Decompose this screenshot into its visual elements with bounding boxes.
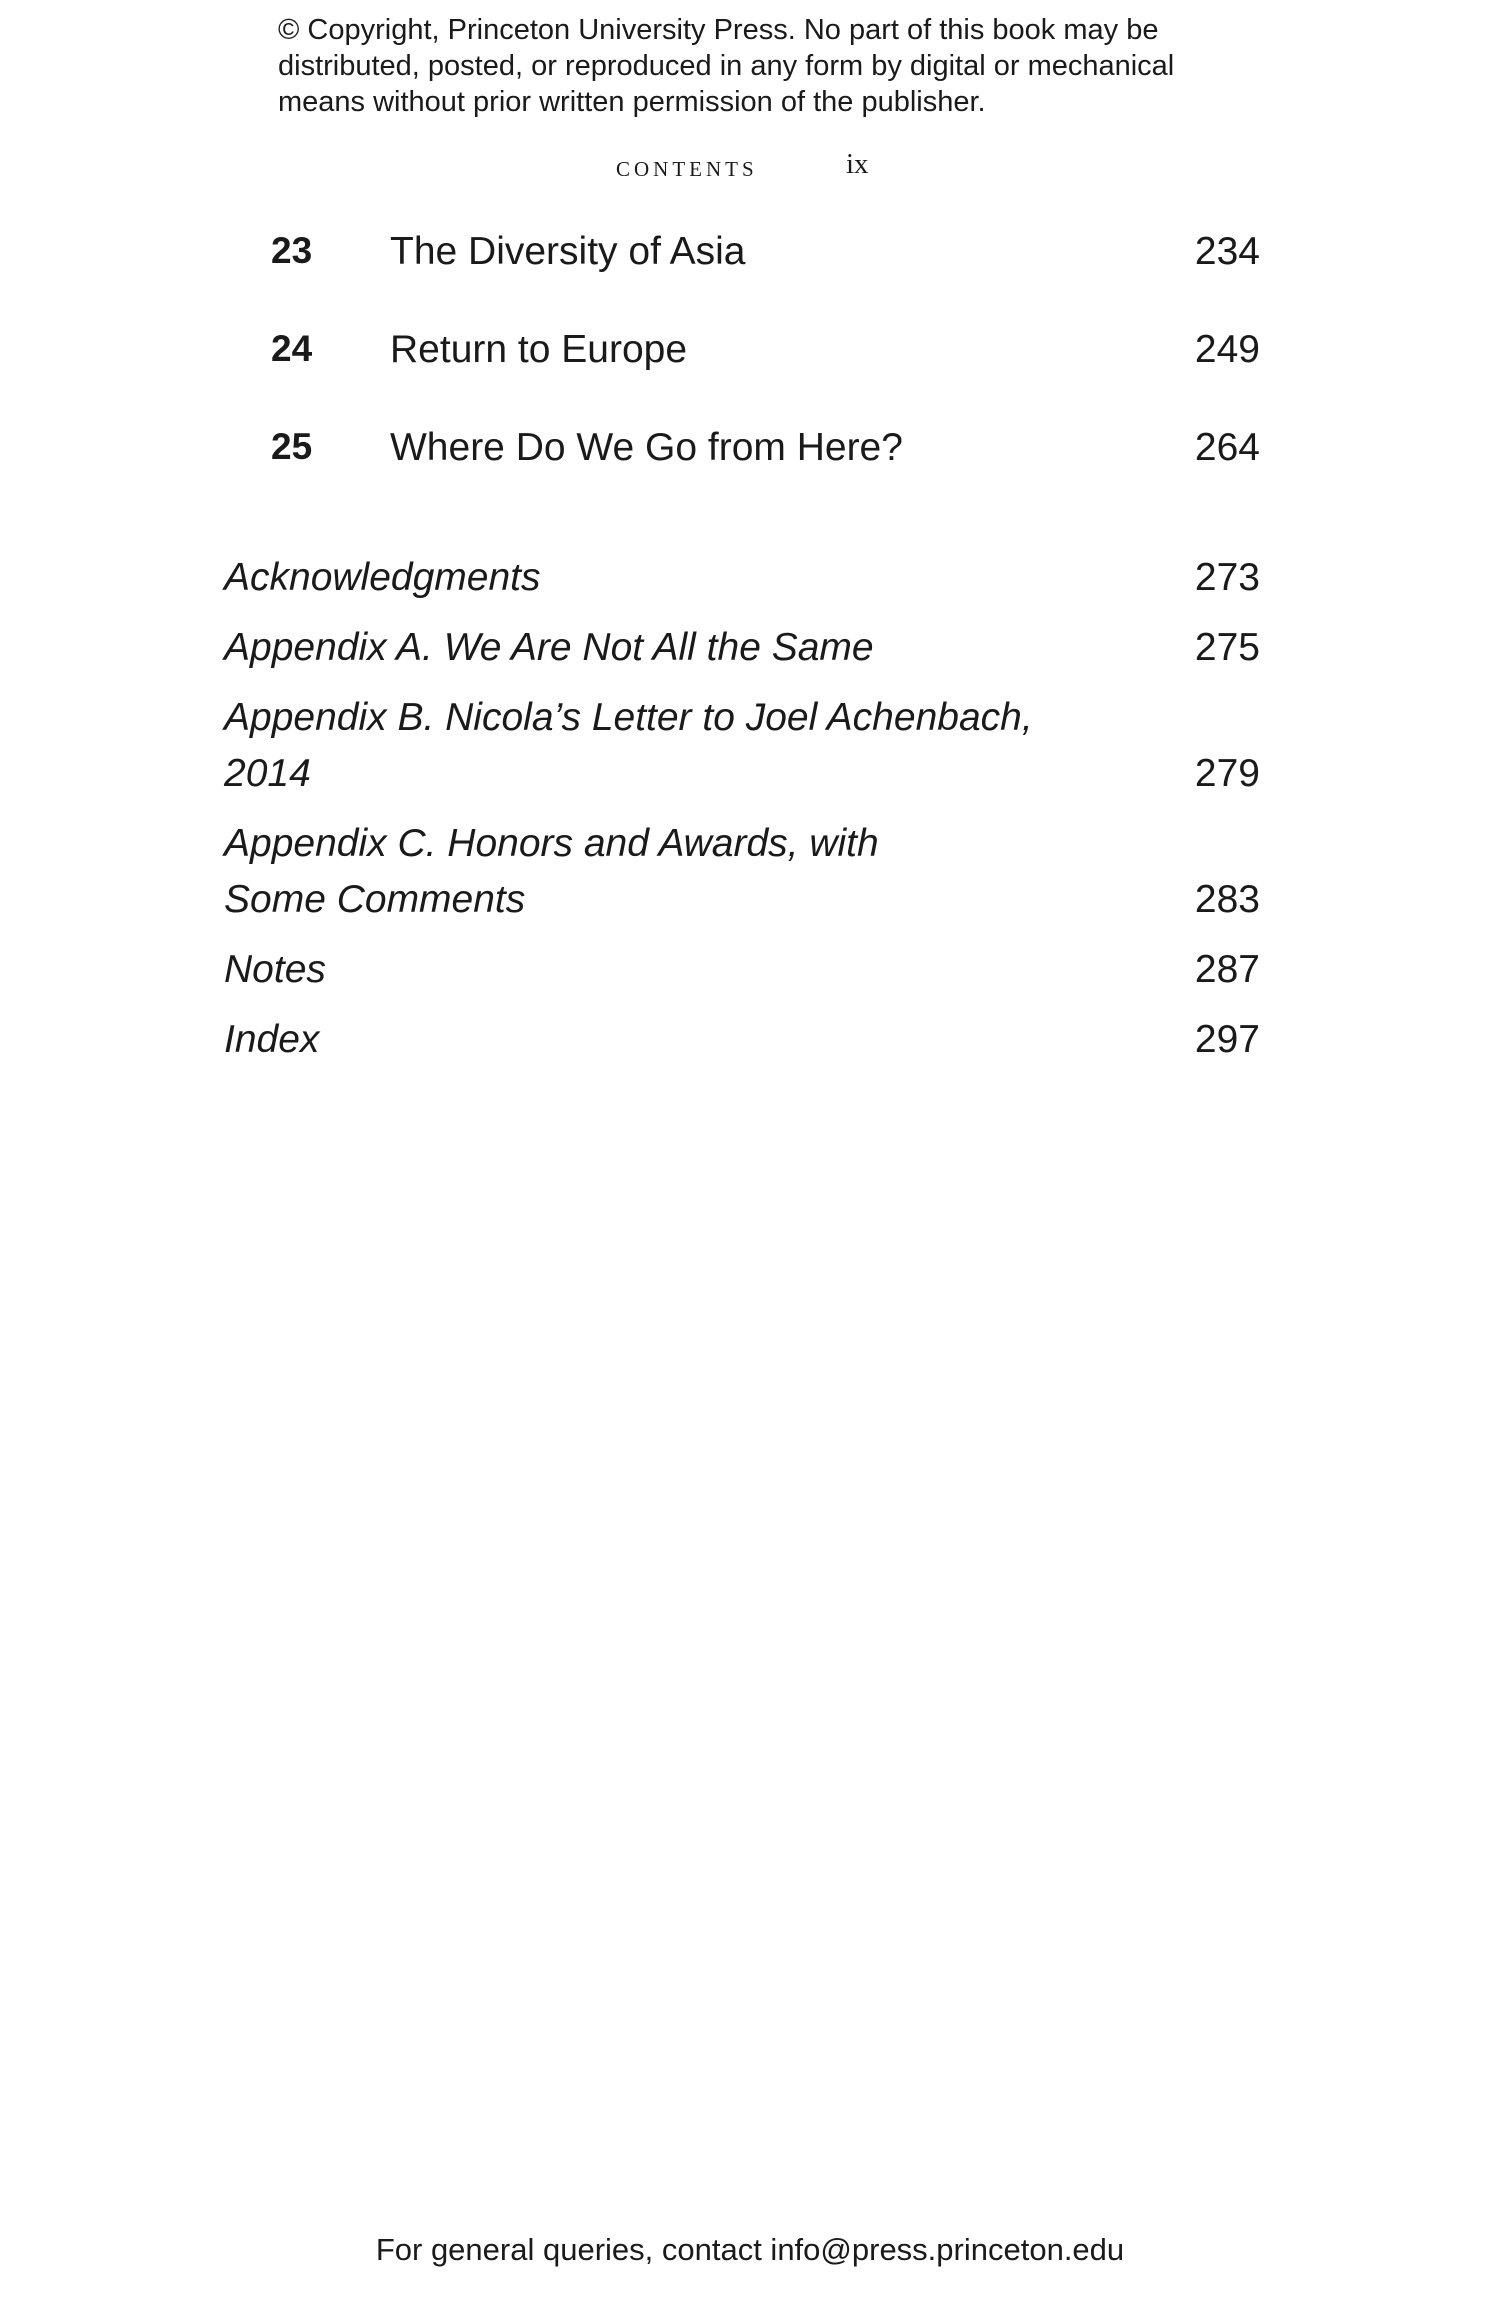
entry-title: Appendix B. Nicola’s Letter to Joel Achenbach, <box>224 696 1033 739</box>
entry-page: 275 <box>1194 626 1260 669</box>
entry-title: Notes <box>224 948 326 991</box>
toc-back-matter-entry[interactable] <box>224 816 1260 928</box>
entry-page: 273 <box>1194 556 1260 599</box>
footer-contact: For general queries, contact info@press.princeton.edu <box>375 2232 1125 2267</box>
chapter-page: 264 <box>1194 426 1260 469</box>
running-head <box>0 148 1500 192</box>
chapter-title: Where Do We Go from Here? <box>390 426 903 469</box>
toc-back-matter-entry[interactable] <box>224 1012 1260 1068</box>
running-head-page-number: ix <box>846 148 869 180</box>
entry-title-continued: Some Comments <box>224 878 526 921</box>
toc-chapter-entry[interactable] <box>0 328 1500 388</box>
entry-title: Index <box>224 1018 320 1061</box>
running-head-label: contents <box>616 150 758 183</box>
entry-title: Acknowledgments <box>224 556 541 599</box>
entry-title-continued: 2014 <box>224 752 311 795</box>
chapter-page: 249 <box>1194 328 1260 371</box>
toc-back-matter-entry[interactable] <box>224 550 1260 606</box>
entry-title: Appendix A. We Are Not All the Same <box>224 626 874 669</box>
entry-page: 287 <box>1194 948 1260 991</box>
entry-page: 279 <box>1194 752 1260 795</box>
toc-chapter-entry[interactable] <box>0 426 1500 486</box>
copyright-line: © Copyright, Princeton University Press. No part of this book may be <box>278 14 1159 46</box>
chapter-number: 24 <box>271 328 313 369</box>
chapter-number: 23 <box>271 230 313 271</box>
toc-back-matter-entry[interactable] <box>224 620 1260 676</box>
chapter-title: Return to Europe <box>390 328 688 371</box>
entry-page: 297 <box>1194 1018 1260 1061</box>
copyright-line: means without prior written permission of the publisher. <box>278 86 986 118</box>
copyright-line: distributed, posted, or reproduced in any form by digital or mechanical <box>278 50 1175 82</box>
chapter-number: 25 <box>271 426 313 467</box>
toc-chapter-entry[interactable] <box>0 230 1500 290</box>
copyright-notice <box>278 12 1278 120</box>
chapter-page: 234 <box>1194 230 1260 273</box>
entry-title: Appendix C. Honors and Awards, with <box>224 822 879 865</box>
toc-back-matter-entry[interactable] <box>224 690 1260 802</box>
entry-page: 283 <box>1194 878 1260 921</box>
toc-back-matter-entry[interactable] <box>224 942 1260 998</box>
chapter-title: The Diversity of Asia <box>390 230 746 273</box>
